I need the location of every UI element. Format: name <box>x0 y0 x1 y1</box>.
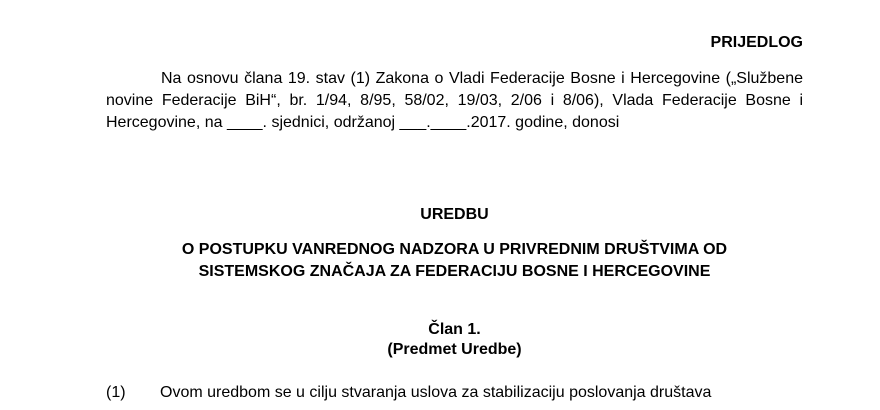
article-title: (Predmet Uredbe) <box>387 341 522 358</box>
article-number: Član 1. <box>428 321 481 338</box>
paragraph-number: (1) <box>106 384 126 401</box>
proposal-label: PRIJEDLOG <box>710 34 803 51</box>
document-type-title: UREDBU <box>420 206 489 223</box>
document-subject-title <box>106 239 803 283</box>
article-heading <box>106 320 803 360</box>
subject-line-2: SISTEMSKOG ZNAČAJA ZA FEDERACIJU BOSNE I HERCEGOVINE <box>198 263 711 280</box>
article-paragraph <box>106 382 803 404</box>
paragraph-text: Ovom uredbom se u cilju stvaranja uslova za stabilizaciju poslovanja društava <box>160 384 712 401</box>
subject-line-1: O POSTUPKU VANREDNOG NADZORA U PRIVREDNIM DRUŠTVIMA OD <box>181 241 728 258</box>
intro-paragraph: Na osnovu člana 19. stav (1) Zakona o Vladi Federacije Bosne i Hercegovine („Službene novine Federacije BiH“, br. 1/94, 8/95, 58/02, 19/03, 2/06 i 8/06), Vlada Federacije Bosne i Hercegovine, na ____. sjednici, održanoj ___.____.2017. godine, donosi <box>106 70 803 131</box>
